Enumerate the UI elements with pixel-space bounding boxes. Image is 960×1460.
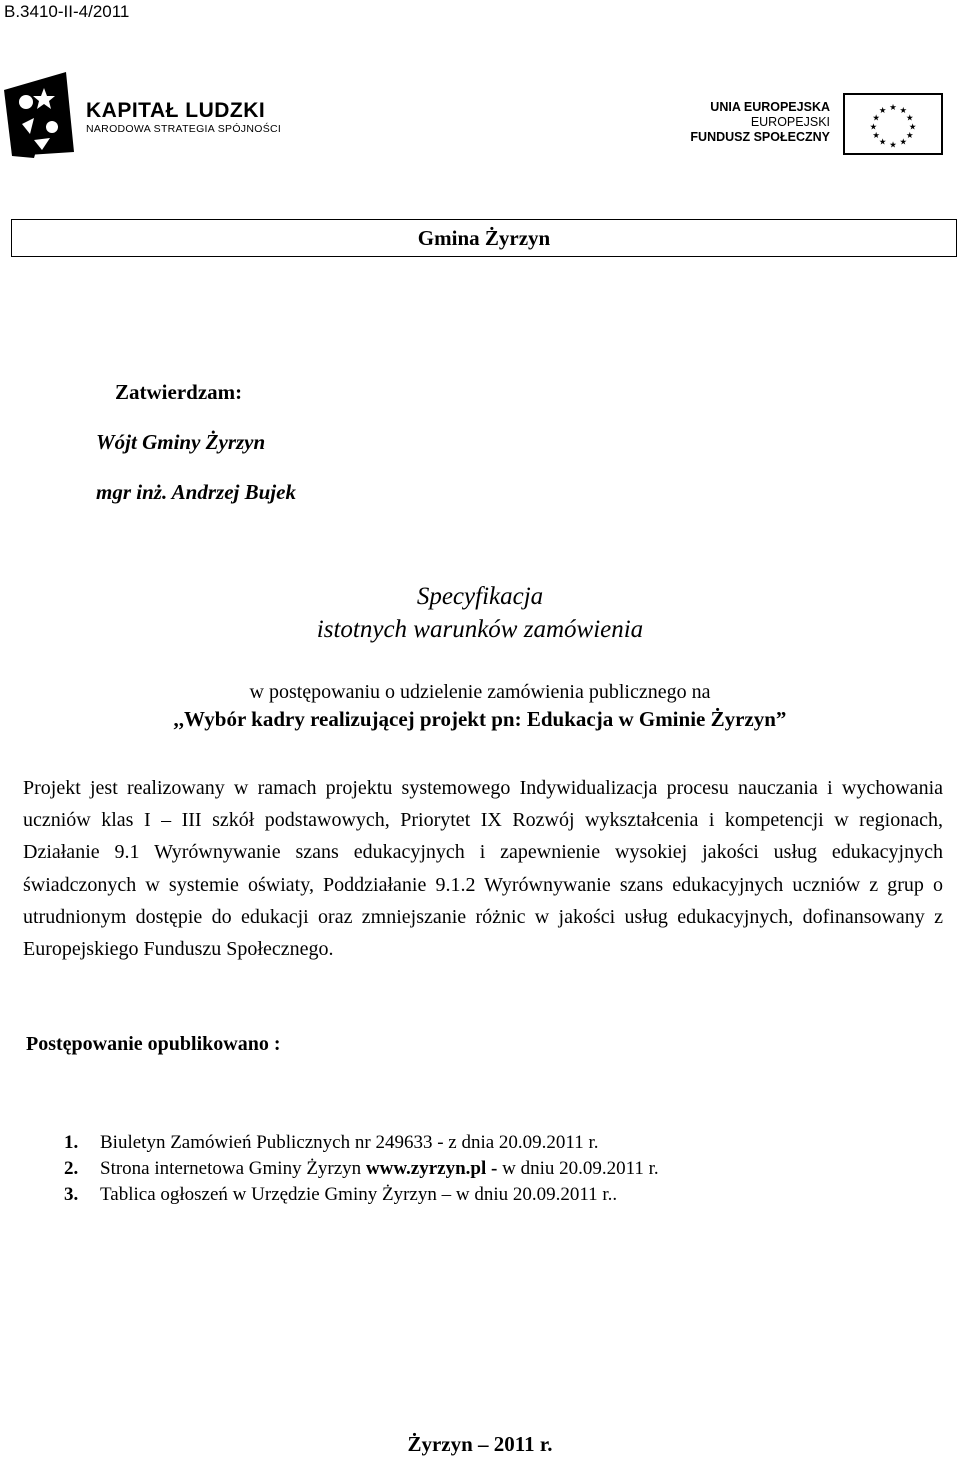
list-item-number: 2. xyxy=(64,1158,79,1179)
svg-text:★: ★ xyxy=(899,136,908,147)
eu-logo-text xyxy=(680,100,830,145)
list-item xyxy=(64,1182,659,1208)
svg-text:★: ★ xyxy=(908,121,917,132)
document-title xyxy=(0,580,960,646)
svg-text:★: ★ xyxy=(889,139,897,150)
svg-text:★: ★ xyxy=(872,112,880,123)
list-item-text: Biuletyn Zamówień Publicznych nr 249633 - z dnia 20.09.2011 r. xyxy=(100,1132,599,1153)
eu-line1: UNIA EUROPEJSKA xyxy=(710,100,830,114)
list-item xyxy=(64,1156,659,1182)
approver-role: Wójt Gminy Żyrzyn xyxy=(96,430,266,454)
eu-flag-icon xyxy=(843,93,943,155)
title-line2: istotnych warunków zamówienia xyxy=(316,616,644,643)
list-item-number: 1. xyxy=(64,1132,79,1153)
svg-text:★: ★ xyxy=(878,104,887,115)
svg-text:★: ★ xyxy=(889,101,897,112)
list-item xyxy=(64,1130,659,1156)
list-item-text: Tablica ogłoszeń w Urzędzie Gminy Żyrzyn – w dniu 20.09.2011 r.. xyxy=(100,1184,618,1205)
eu-line3: FUNDUSZ SPOŁECZNY xyxy=(690,130,830,144)
title-line1: Specyfikacja xyxy=(416,583,544,610)
project-description: Projekt jest realizowany w ramach projektu systemowego Indywidualizacja procesu nauczania i wychowania uczniów klas I – III szkół podstawowych, Priorytet IX Rozwój wykształcenia i kompetencji w regionach, Działanie 9.1 Wyrównywanie szans edukacyjnych i zapewnienie wysokiej jakości usług edukacyjnych świadczonych w systemie oświaty, Poddziałanie 9.1.2 Wyrównywanie szans edukacyjnych uczniów z grup o utrudnionym dostępie do edukacji oraz zmniejszanie różnic w jakości usług edukacyjnych, dofinansowany z Europejskiego Funduszu Społecznego. xyxy=(23,777,943,961)
document-code: B.3410-II-4/2011 xyxy=(4,2,130,21)
kapital-ludzki-text xyxy=(86,100,281,136)
svg-text:★: ★ xyxy=(872,130,880,141)
procurement-subject: ,,Wybór kadry realizującej projekt pn: Edukacja w Gminie Żyrzyn” xyxy=(173,707,787,731)
published-heading: Postępowanie opublikowano : xyxy=(26,1033,281,1055)
municipality-title: Gmina Żyrzyn xyxy=(417,226,551,250)
kapital-ludzki-subtitle: NARODOWA STRATEGIA SPÓJNOŚCI xyxy=(86,123,282,135)
approver-name: mgr inż. Andrzej Bujek xyxy=(96,480,296,504)
kapital-ludzki-title: KAPITAŁ LUDZKI xyxy=(86,99,266,122)
intro-text: w postępowaniu o udzielenie zamówienia publicznego na xyxy=(249,681,711,703)
svg-text:★: ★ xyxy=(869,121,878,132)
eu-line2: EUROPEJSKI xyxy=(750,115,830,129)
svg-text:★: ★ xyxy=(878,136,887,147)
approval-label: Zatwierdzam: xyxy=(115,380,243,404)
footer-place-date: Żyrzyn – 2011 r. xyxy=(407,1432,553,1456)
website-link[interactable]: www.zyrzyn.pl - xyxy=(365,1158,498,1179)
list-item-text: Strona internetowa Gminy Żyrzyn xyxy=(100,1158,366,1179)
municipality-header xyxy=(11,219,957,257)
svg-text:★: ★ xyxy=(899,104,908,115)
list-item-text-after: w dniu 20.09.2011 r. xyxy=(497,1158,659,1179)
svg-text:★: ★ xyxy=(906,130,914,141)
svg-text:★: ★ xyxy=(906,112,914,123)
publication-list xyxy=(64,1130,659,1208)
list-item-number: 3. xyxy=(64,1184,79,1205)
